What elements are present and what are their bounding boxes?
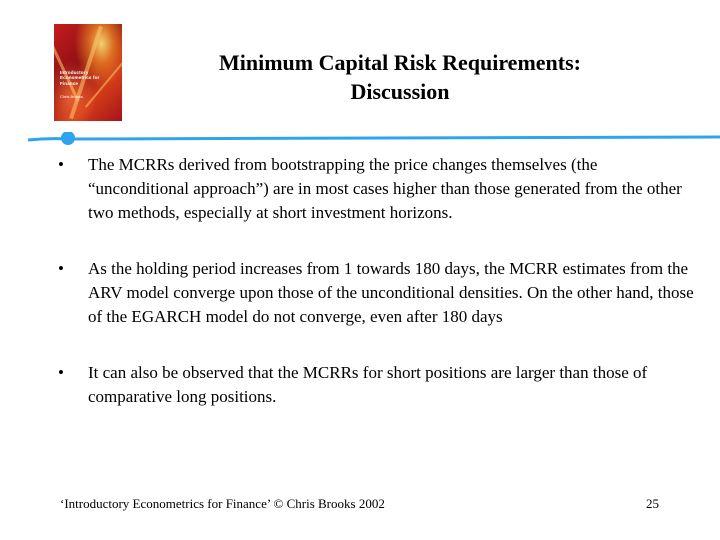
bullet-text: It can also be observed that the MCRRs for short positions are larger than those of comparative long positions. <box>88 363 648 406</box>
slide-title-line2: Discussion <box>350 79 450 104</box>
bullet-text: As the holding period increases from 1 towards 180 days, the MCRR estimates from the ARV model converge upon those of the unconditional densities. On the other hand, those of the EGARCH model do not converge, even after 180 days <box>88 259 694 326</box>
bullet-marker: • <box>58 363 64 382</box>
footer-source: ‘Introductory Econometrics for Finance’ © Chris Brooks 2002 <box>60 496 385 511</box>
bullet-text: The MCRRs derived from bootstrapping the price changes themselves (the “unconditional approach”) are in most cases higher than those generated from the other two methods, especially at short investment horizons. <box>88 155 682 222</box>
bullet-list <box>58 153 698 441</box>
bullet-marker: • <box>58 155 64 174</box>
cover-author: Chris Brooks <box>60 94 83 99</box>
bullet-item <box>58 361 698 409</box>
bullet-item <box>58 257 698 329</box>
bullet-item <box>58 153 698 225</box>
book-cover-image <box>54 24 122 121</box>
bullet-marker: • <box>58 259 64 278</box>
slide-title <box>180 48 620 106</box>
cover-title: Introductory Econometrics for Finance <box>60 70 100 86</box>
slide-title-line1: Minimum Capital Risk Requirements: <box>219 50 581 75</box>
title-divider <box>28 132 720 146</box>
page-number: 25 <box>646 496 659 511</box>
